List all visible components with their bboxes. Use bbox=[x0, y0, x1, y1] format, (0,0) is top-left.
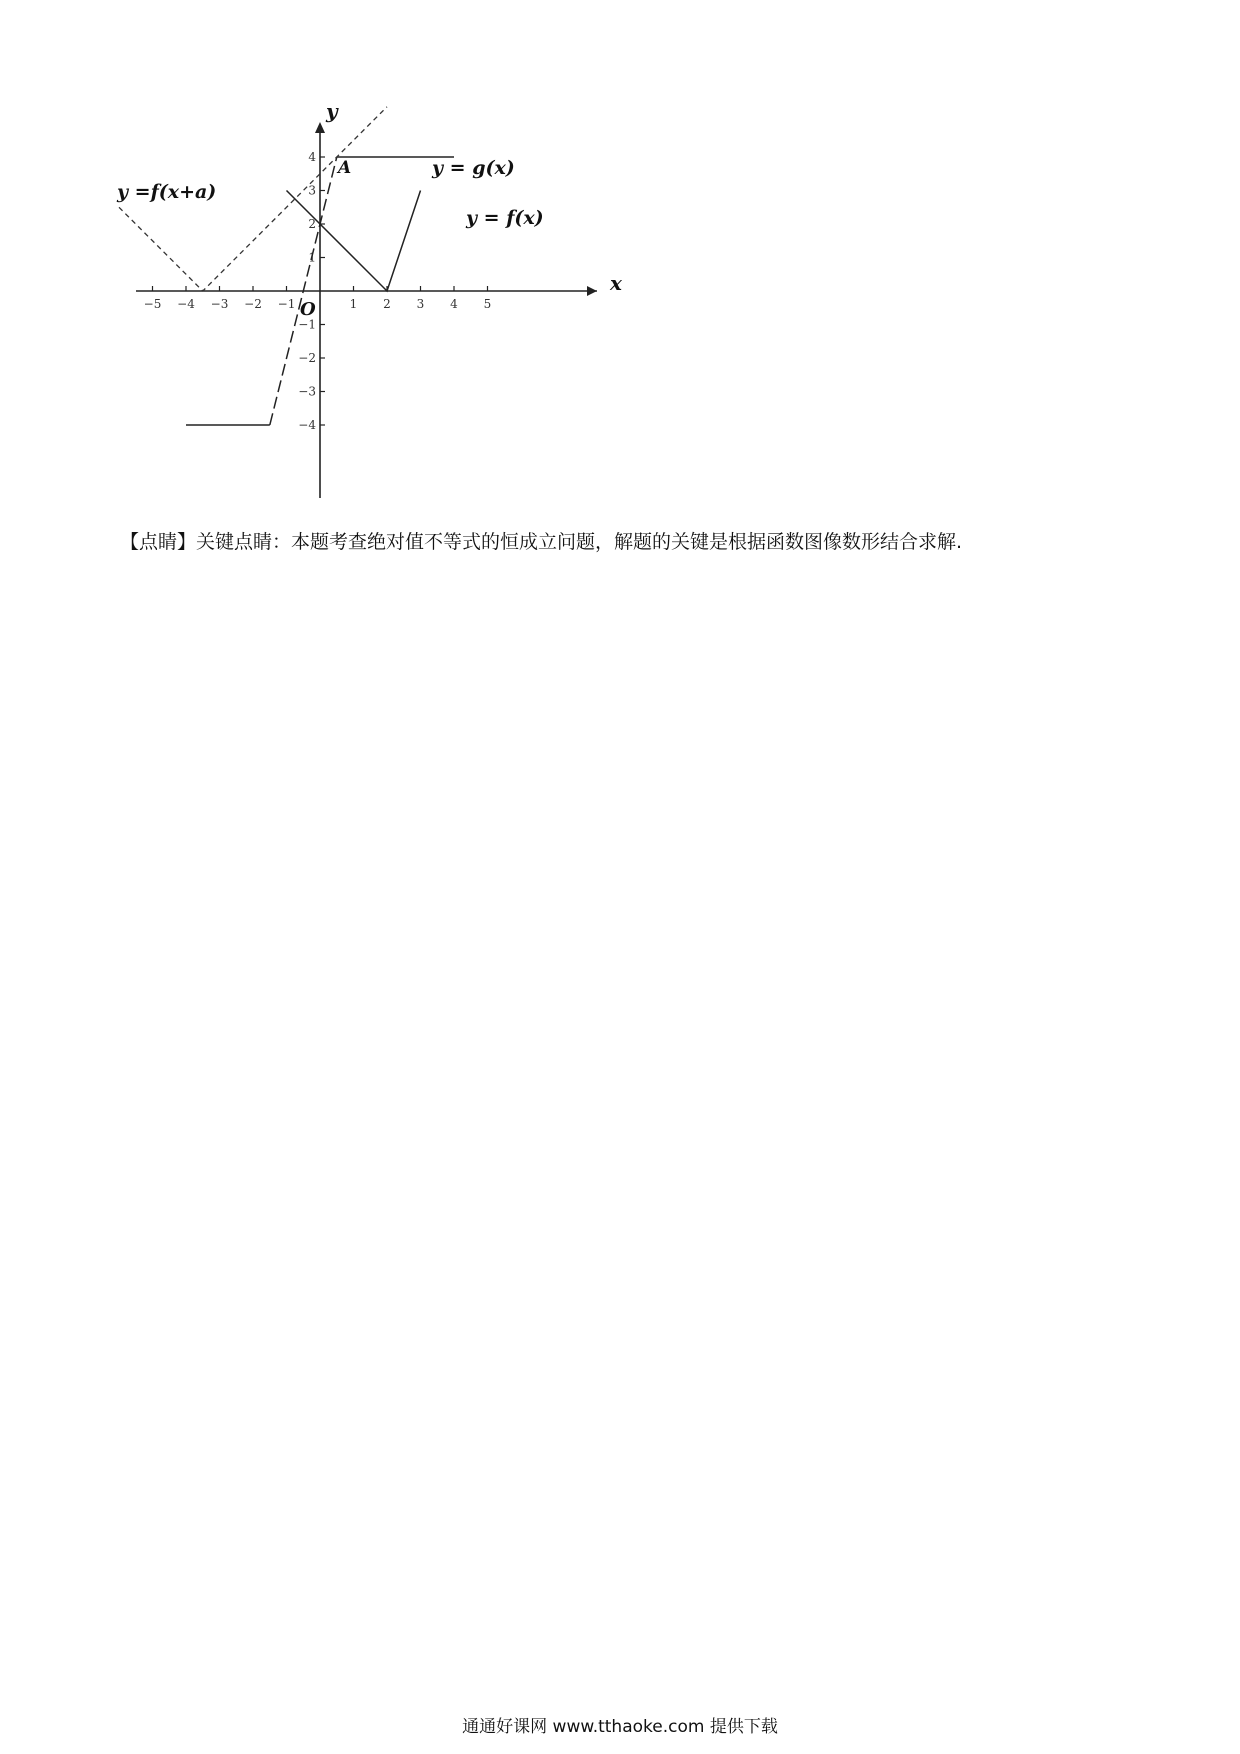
x-tick-label: 1 bbox=[349, 297, 358, 311]
key-point-note: 【点睛】关键点睛：本题考查绝对值不等式的恒成立问题，解题的关键是根据函数图像数形结合求解. bbox=[120, 531, 963, 553]
x-tick-label: −5 bbox=[143, 297, 162, 311]
y-tick-label: −2 bbox=[298, 351, 316, 365]
x-tick-label: −2 bbox=[244, 297, 262, 311]
y-axis-arrow bbox=[315, 122, 325, 133]
y-axis-label: y bbox=[326, 100, 338, 123]
f-label: y = f(x) bbox=[466, 207, 544, 229]
function-graph bbox=[110, 100, 630, 510]
y-tick-label: 2 bbox=[308, 217, 316, 231]
axes bbox=[136, 100, 623, 498]
y-tick-label: 3 bbox=[308, 183, 316, 198]
x-axis-arrow bbox=[587, 286, 597, 296]
origin-label: O bbox=[300, 299, 316, 320]
x-tick-label: 4 bbox=[450, 297, 458, 311]
footer-text: 通通好课网 www.tthaoke.com 提供下载 bbox=[462, 1717, 778, 1737]
x-tick-label: 5 bbox=[483, 297, 492, 311]
g-label: y = g(x) bbox=[432, 157, 515, 179]
x-axis-label: x bbox=[610, 271, 622, 295]
curves bbox=[119, 107, 454, 425]
x-ticks bbox=[144, 286, 492, 311]
fa-label: y =f(x+a) bbox=[117, 181, 217, 203]
y-tick-label: 4 bbox=[308, 150, 316, 164]
x-tick-label: 2 bbox=[383, 297, 391, 311]
x-tick-label: −4 bbox=[177, 297, 195, 311]
y-tick-label: −4 bbox=[298, 418, 316, 432]
y-tick-label: 1 bbox=[308, 250, 316, 265]
point-a-label: A bbox=[338, 158, 352, 178]
y-tick-label: −3 bbox=[298, 384, 316, 399]
x-tick-label: −1 bbox=[277, 297, 296, 311]
x-tick-label: 3 bbox=[416, 297, 425, 311]
x-tick-label: −3 bbox=[210, 297, 229, 311]
y-tick-label: −1 bbox=[298, 317, 316, 332]
